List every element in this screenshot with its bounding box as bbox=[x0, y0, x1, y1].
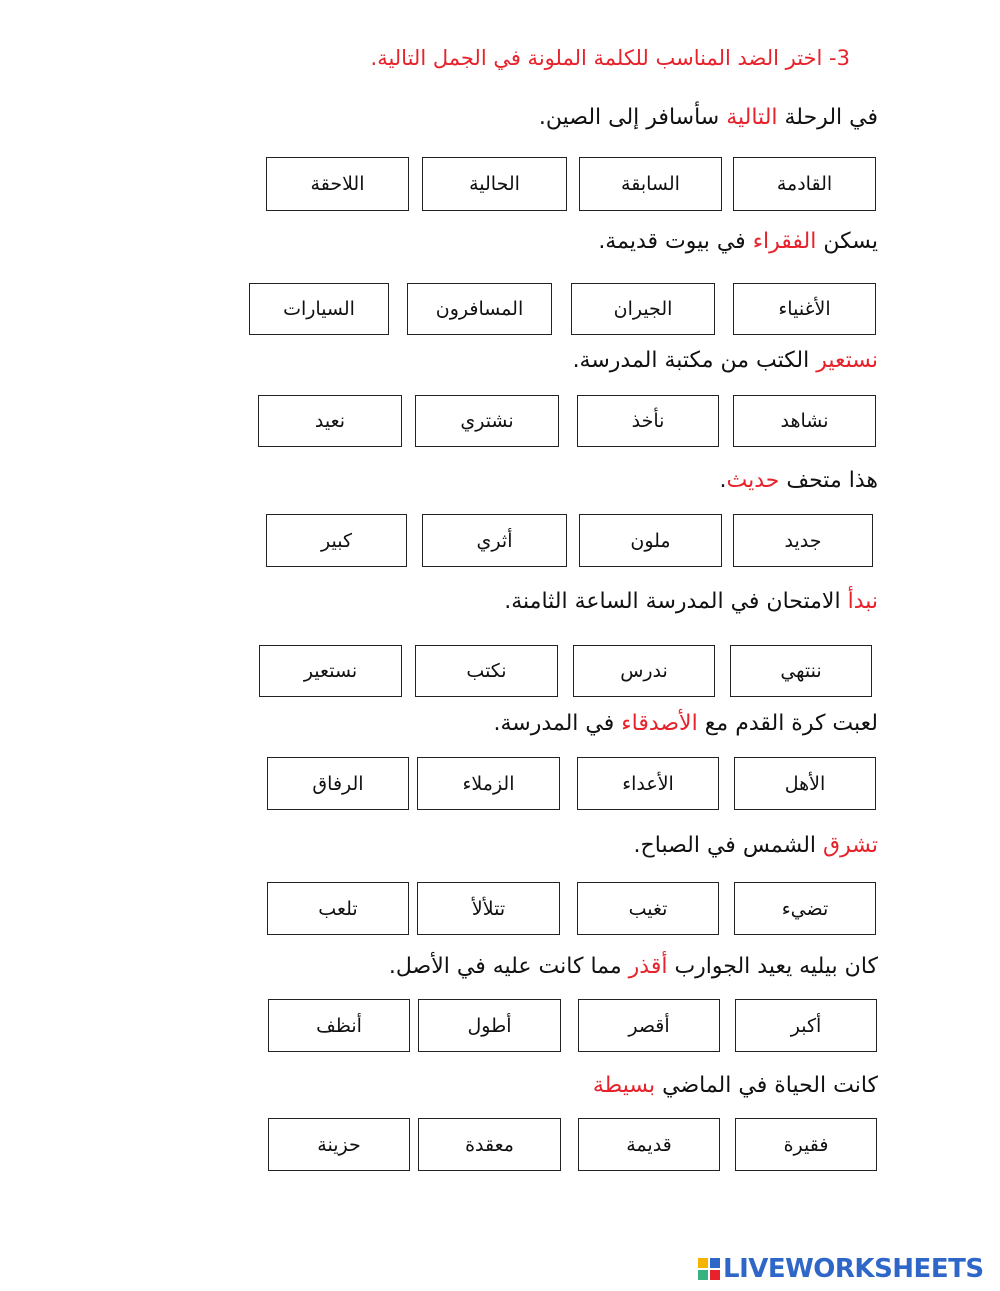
sentence-4 bbox=[719, 461, 878, 501]
sentence-text: لعبت كرة القدم مع bbox=[697, 711, 878, 736]
sentence-text: كان بيليه يعيد الجوارب bbox=[667, 954, 878, 979]
option-6-2[interactable]: الأعداء bbox=[577, 757, 719, 810]
brand-logo-icon bbox=[698, 1258, 720, 1280]
option-3-1[interactable]: نشاهد bbox=[733, 395, 876, 447]
highlighted-word: بسيطة bbox=[592, 1073, 656, 1098]
option-6-3[interactable]: الزملاء bbox=[417, 757, 560, 810]
option-3-4[interactable]: نعيد bbox=[258, 395, 402, 447]
sentence-text: في المدرسة. bbox=[493, 711, 622, 736]
option-2-3[interactable]: المسافرون bbox=[407, 283, 552, 335]
sentence-text: الشمس في الصباح. bbox=[633, 833, 824, 858]
sentence-2 bbox=[598, 222, 878, 262]
option-5-2[interactable]: ندرس bbox=[573, 645, 715, 697]
option-7-3[interactable]: تتلألأ bbox=[417, 882, 560, 935]
option-6-4[interactable]: الرفاق bbox=[267, 757, 409, 810]
option-8-2[interactable]: أقصر bbox=[578, 999, 720, 1052]
liveworksheets-logo[interactable] bbox=[698, 1253, 984, 1285]
option-2-1[interactable]: الأغنياء bbox=[733, 283, 876, 335]
option-4-1[interactable]: جديد bbox=[733, 514, 873, 567]
sentence-text: مما كانت عليه في الأصل. bbox=[388, 954, 629, 979]
exercise-title: 3- اختر الضد المناسب للكلمة الملونة في الجمل التالية. bbox=[370, 46, 850, 70]
option-7-4[interactable]: تلعب bbox=[267, 882, 409, 935]
option-9-3[interactable]: معقدة bbox=[418, 1118, 561, 1171]
highlighted-word: الأصدقاء bbox=[621, 711, 698, 736]
highlighted-word: التالية bbox=[726, 105, 778, 130]
option-7-1[interactable]: تضيء bbox=[734, 882, 876, 935]
option-4-2[interactable]: ملون bbox=[579, 514, 722, 567]
highlighted-word: نبدأ bbox=[847, 589, 878, 614]
sentence-9 bbox=[593, 1066, 878, 1106]
sentence-text: في بيوت قديمة. bbox=[598, 229, 753, 254]
logo-square bbox=[710, 1270, 720, 1280]
sentence-text: يسكن bbox=[816, 229, 878, 254]
highlighted-word: أقذر bbox=[628, 954, 668, 979]
highlighted-word: حديث bbox=[726, 468, 780, 493]
logo-square bbox=[698, 1270, 708, 1280]
sentence-text: . bbox=[719, 468, 727, 493]
sentence-6 bbox=[493, 704, 878, 744]
sentence-text: سأسافر إلى الصين. bbox=[538, 105, 727, 130]
sentence-5 bbox=[504, 582, 878, 622]
option-5-4[interactable]: نستعير bbox=[259, 645, 402, 697]
option-9-4[interactable]: حزينة bbox=[268, 1118, 410, 1171]
sentence-text: في الرحلة bbox=[777, 105, 878, 130]
highlighted-word: نستعير bbox=[816, 348, 878, 373]
option-8-3[interactable]: أطول bbox=[418, 999, 561, 1052]
highlighted-word: تشرق bbox=[823, 833, 878, 858]
option-3-3[interactable]: نشتري bbox=[415, 395, 559, 447]
option-1-3[interactable]: الحالية bbox=[422, 157, 567, 211]
option-1-1[interactable]: القادمة bbox=[733, 157, 876, 211]
logo-square bbox=[698, 1258, 708, 1268]
brand-name: LIVEWORKSHEETS bbox=[723, 1254, 984, 1284]
option-8-1[interactable]: أكبر bbox=[735, 999, 877, 1052]
sentence-text: الكتب من مكتبة المدرسة. bbox=[572, 348, 817, 373]
sentence-text: كانت الحياة في الماضي bbox=[655, 1073, 878, 1098]
option-3-2[interactable]: نأخذ bbox=[577, 395, 719, 447]
sentence-3 bbox=[573, 341, 878, 381]
option-8-4[interactable]: أنظف bbox=[268, 999, 410, 1052]
option-2-2[interactable]: الجيران bbox=[571, 283, 715, 335]
sentence-8 bbox=[389, 947, 878, 987]
highlighted-word: الفقراء bbox=[752, 229, 817, 254]
option-4-3[interactable]: أثري bbox=[422, 514, 567, 567]
sentence-1 bbox=[539, 98, 878, 138]
option-1-2[interactable]: السابقة bbox=[579, 157, 722, 211]
option-2-4[interactable]: السيارات bbox=[249, 283, 389, 335]
option-5-3[interactable]: نكتب bbox=[415, 645, 558, 697]
option-1-4[interactable]: اللاحقة bbox=[266, 157, 409, 211]
option-6-1[interactable]: الأهل bbox=[734, 757, 876, 810]
option-9-1[interactable]: فقيرة bbox=[735, 1118, 877, 1171]
option-5-1[interactable]: ننتهي bbox=[730, 645, 872, 697]
logo-square bbox=[710, 1258, 720, 1268]
option-7-2[interactable]: تغيب bbox=[577, 882, 719, 935]
option-4-4[interactable]: كبير bbox=[266, 514, 407, 567]
option-9-2[interactable]: قديمة bbox=[578, 1118, 720, 1171]
sentence-7 bbox=[634, 826, 878, 866]
sentence-text: هذا متحف bbox=[779, 468, 878, 493]
sentence-text: الامتحان في المدرسة الساعة الثامنة. bbox=[504, 589, 848, 614]
